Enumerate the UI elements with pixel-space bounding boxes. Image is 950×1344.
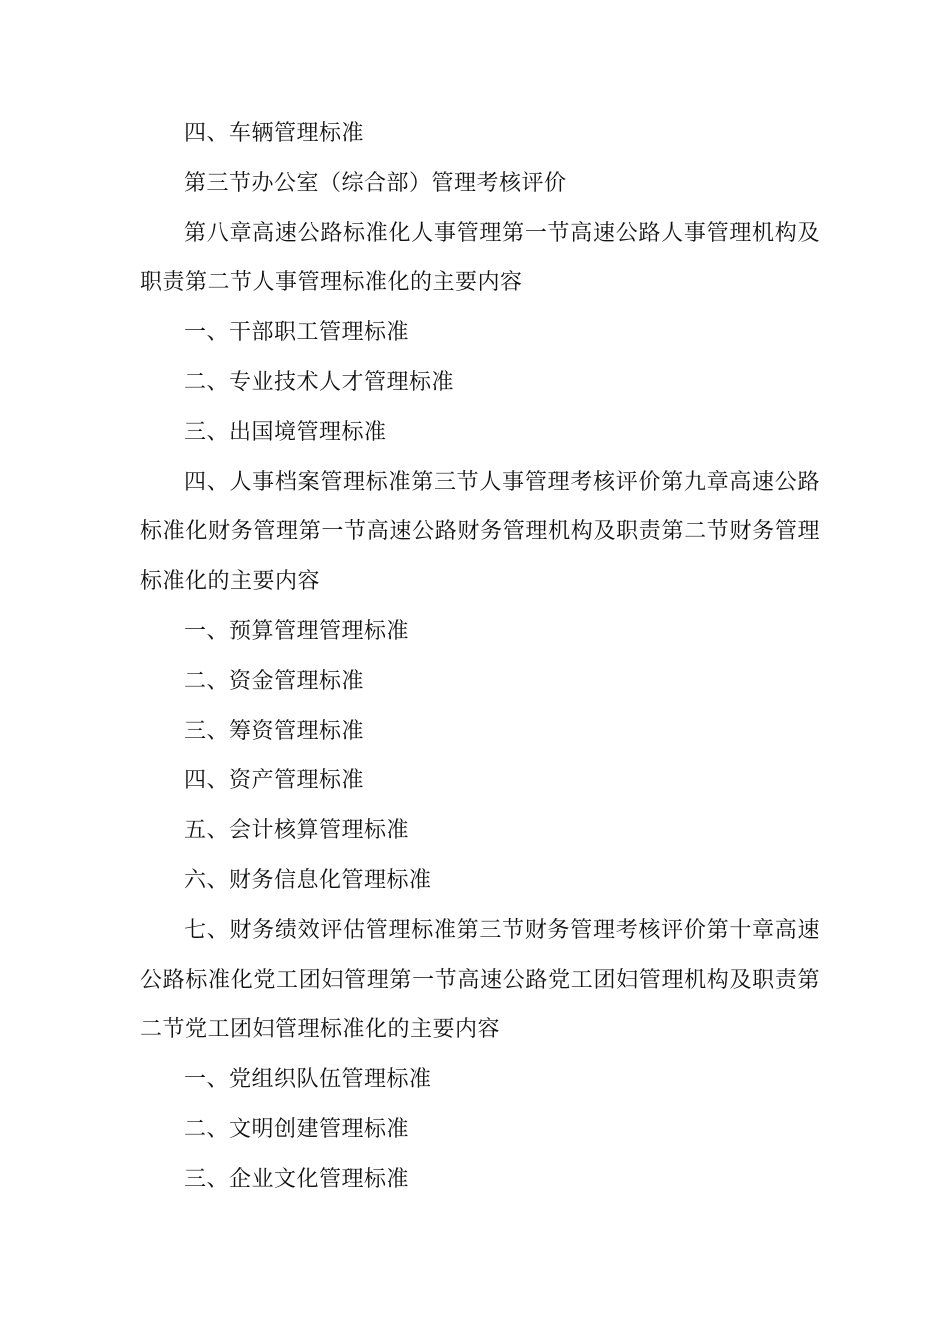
paragraph-accounting-standard: 五、会计核算管理标准 — [184, 818, 410, 844]
document-body — [140, 109, 820, 1205]
paragraph-funds-standard: 二、资金管理标准 — [184, 668, 365, 694]
paragraph-chapter-ten: 七、财务绩效评估管理标准第三节财务管理考核评价第十章高速公路标准化党工团妇管理第一节高速公路党工团妇管理机构及职责第二节党工团妇管理标准化的主要内容 — [140, 917, 820, 1043]
paragraph-vehicle-standard: 四、车辆管理标准 — [184, 121, 365, 146]
paragraph-financing-standard: 三、筹资管理标准 — [184, 718, 365, 744]
paragraph-chapter-nine: 四、人事档案管理标准第三节人事管理考核评价第九章高速公路标准化财务管理第一节高速公路财务管理机构及职责第二节财务管理标准化的主要内容 — [140, 469, 820, 595]
paragraph-chapter-eight: 第八章高速公路标准化人事管理第一节高速公路人事管理机构及职责第二节人事管理标准化的主要内容 — [140, 220, 820, 296]
paragraph-professional-talent-standard: 二、专业技术人才管理标准 — [184, 369, 455, 395]
paragraph-finance-informatization-standard: 六、财务信息化管理标准 — [184, 867, 432, 893]
paragraph-cadre-staff-standard: 一、干部职工管理标准 — [184, 320, 410, 346]
paragraph-office-evaluation: 第三节办公室（综合部）管理考核评价 — [184, 170, 567, 196]
paragraph-corporate-culture-standard: 三、企业文化管理标准 — [184, 1166, 410, 1192]
paragraph-budget-standard: 一、预算管理管理标准 — [184, 618, 410, 644]
paragraph-civilization-standard: 二、文明创建管理标准 — [184, 1116, 410, 1142]
paragraph-overseas-travel-standard: 三、出国境管理标准 — [184, 419, 387, 445]
paragraph-assets-standard: 四、资产管理标准 — [184, 768, 365, 794]
paragraph-party-organization-standard: 一、党组织队伍管理标准 — [184, 1067, 432, 1093]
